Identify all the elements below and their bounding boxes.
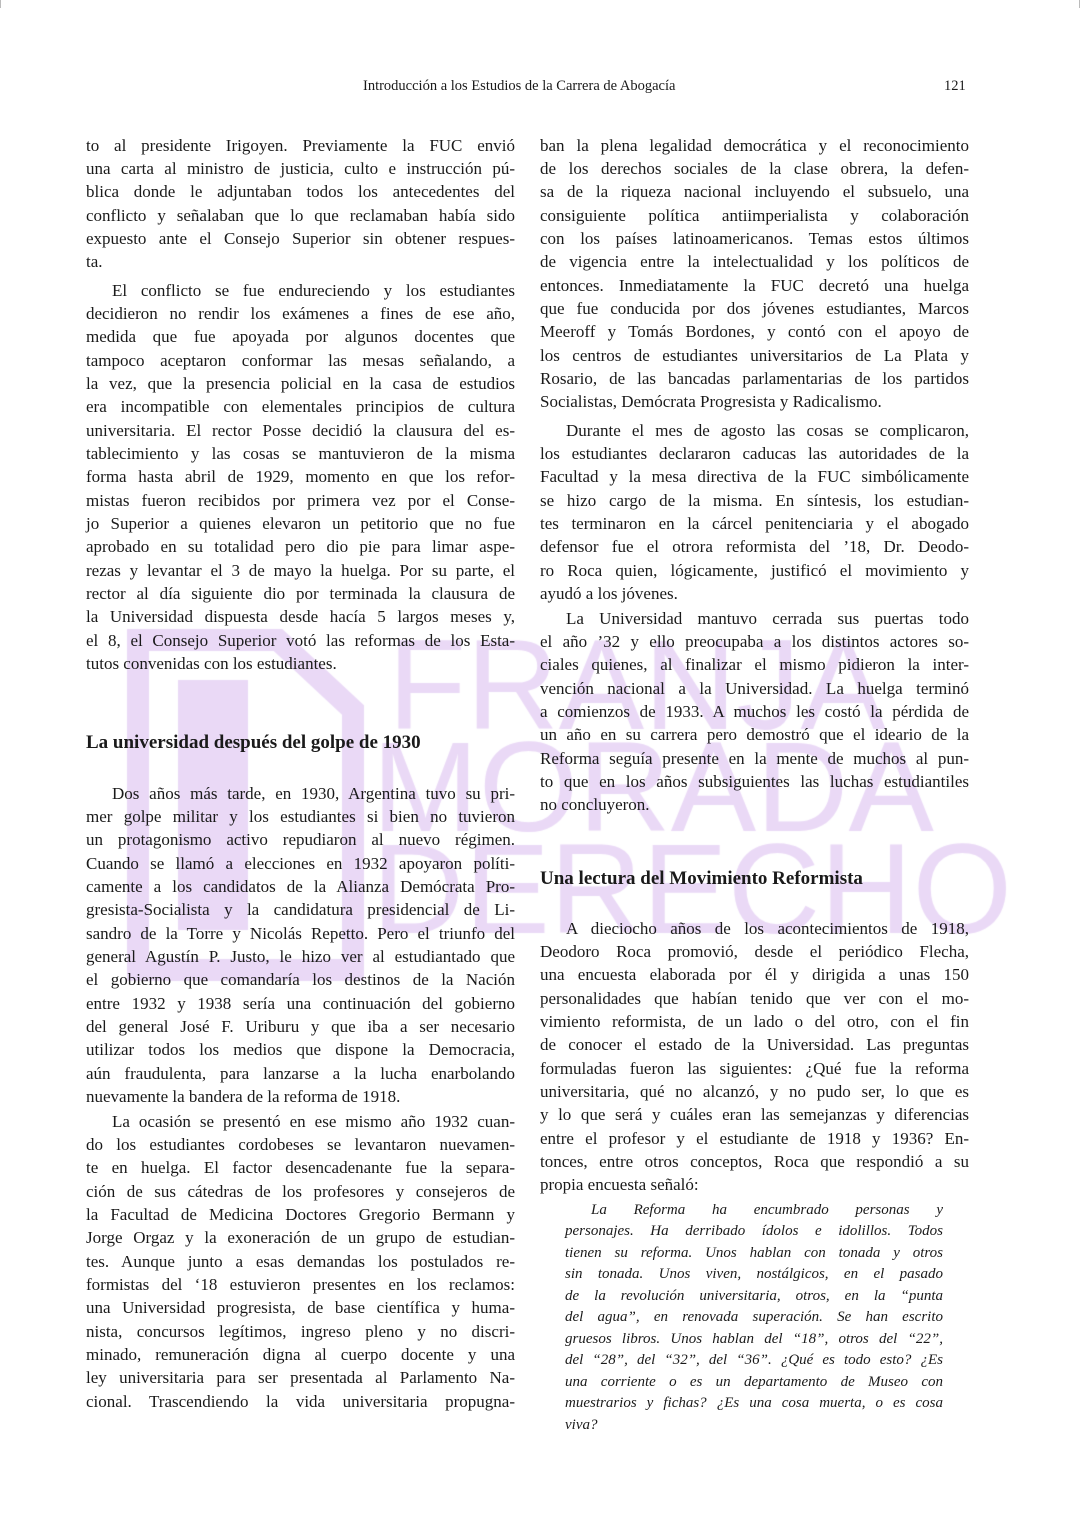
- text-line: te en huelga. El factor desencadenante fue la separa-: [86, 1158, 515, 1178]
- text-line: Dos años más tarde, en 1930, Argentina tuvo su pri-: [112, 783, 515, 803]
- text-line: el año ’32 y ello preocupaba a los distintos actores so-: [540, 631, 969, 651]
- text-line: formuladas fueron las siguientes: ¿Qué fue la reforma: [540, 1058, 969, 1078]
- text-line: la Facultad de Medicina Doctores Gregorio Bermann y: [86, 1204, 515, 1224]
- text-line: minado, remuneración digna al cuerpo docente y una: [86, 1345, 515, 1364]
- text-line: Jorge Orgaz y la exoneración de un grupo de estudian-: [86, 1228, 515, 1248]
- text-line: Rosario, de las bancadas parlamentarias de los partidos: [540, 369, 969, 388]
- quote-line: una corriente o es un departamento de Museo con: [565, 1373, 943, 1390]
- text-line: utilizar todos los medios que dispone la Democracia,: [86, 1040, 515, 1060]
- text-line: ción de sus cátedras de los profesores y consejeros de: [86, 1181, 515, 1201]
- text-line: sa de la riqueza nacional incluyendo el subsuelo, una: [540, 182, 969, 202]
- text-line: jo Superior a quienes elevaron un petitorio que no fue: [86, 514, 515, 533]
- text-line: no concluyeron.: [540, 795, 650, 815]
- text-line: Durante el mes de agosto las cosas se complicaron,: [566, 420, 969, 440]
- quote-line: personajes. Ha derribado ídolos e idolillos. Todos: [565, 1223, 943, 1239]
- text-line: universitaria, qué no alcanzó, y no pudo ser, lo que es: [540, 1081, 969, 1101]
- text-line: personalidades que habían tenido que ver con el mo-: [540, 988, 969, 1008]
- text-line: do los estudiantes cordobeses se levantaron nuevamen-: [86, 1134, 515, 1154]
- text-line: blica donde le adjuntaban todos los antecedentes del: [86, 182, 515, 202]
- quote-line: viva?: [565, 1416, 598, 1433]
- text-line: universitaria. El rector Posse decidió la clausura del es-: [86, 420, 515, 440]
- text-line: de vigencia entre la intelectualidad y los políticos de: [540, 252, 969, 272]
- text-line: que fue conducida por dos jóvenes estudiantes, Marcos: [540, 298, 969, 318]
- text-line: formistas del ‘18 estuvieron presentes en los reclamos:: [86, 1274, 515, 1294]
- text-line: ayudó a los jóvenes.: [540, 583, 678, 603]
- quote-line: La Reforma ha encumbrado personas y: [591, 1201, 943, 1218]
- text-line: y lo que será y cuáles eran las semejanzas y diferencias: [540, 1105, 969, 1125]
- text-line: general Agustín P. Justo, le hizo ver al estudiantado que: [86, 946, 515, 966]
- text-line: aprobado en su totalidad pero dio pie para limar aspe-: [86, 537, 515, 557]
- text-line: el gobierno que comandaría los destinos de la Nación: [86, 970, 515, 990]
- quote-line: tienen su reforma. Unos hablan con tonada y otros: [565, 1244, 943, 1261]
- text-line: la vez, que la presencia policial en la casa de estudios: [86, 373, 515, 393]
- text-line: ban la plena legalidad democrática y el reconocimiento: [540, 135, 969, 155]
- text-line: La ocasión se presentó en ese mismo año 1932 cuan-: [112, 1111, 515, 1131]
- quote-line: del “28”, del “32”, del “36”. ¿Qué es todo esto? ¿Es: [565, 1352, 943, 1368]
- text-line: decidieron no rendir los exámenes a fines de ese año,: [86, 303, 515, 323]
- page-number: 121: [944, 78, 966, 94]
- text-line: sandro de la Torre y Nicolás Repetto. Pero el triunfo del: [86, 923, 515, 943]
- text-line: El conflicto se fue endureciendo y los estudiantes: [112, 280, 515, 300]
- text-line: rezas y levantar el 3 de mayo la huelga. Por su parte, el: [86, 560, 515, 580]
- text-line: ta.: [86, 252, 103, 272]
- text-line: nuevamente la bandera de la reforma de 1918.: [86, 1087, 401, 1107]
- text-line: to que en los años subsiguientes las luchas estudiantiles: [540, 771, 969, 791]
- quote-line: gruesos libros. Unos hablan del “18”, otros del “22”,: [565, 1330, 943, 1347]
- text-line: vención nacional a la Universidad. La huelga terminó: [540, 678, 969, 698]
- text-line: La Universidad mantuvo cerrada sus puertas todo: [566, 608, 969, 628]
- text-line: entonces. Inmediatamente la FUC decretó una huelga: [540, 275, 969, 295]
- text-line: camente a los candidatos de la Alianza Demócrata Pro-: [86, 876, 515, 896]
- text-line: expuesto ante el Consejo Superior sin obtener respues-: [86, 228, 515, 248]
- text-line: to al presidente Irigoyen. Previamente la FUC envió: [86, 135, 515, 155]
- quote-line: de la revolución universitaria, otros, en la “punta: [565, 1287, 943, 1304]
- section-heading: La universidad después del golpe de 1930: [86, 732, 421, 753]
- text-line: los estudiantes declararon caducas las autoridades de la: [540, 443, 969, 463]
- text-line: ro Roca quien, lógicamente, justificó el movimiento y: [540, 560, 969, 580]
- text-line: tes terminaron en la cárcel penitenciaria y el abogado: [540, 513, 969, 533]
- text-line: rector al día siguiente dio por terminada la clausura de: [86, 584, 515, 604]
- section-heading: Una lectura del Movimiento Reformista: [540, 868, 863, 889]
- text-line: una carta al ministro de justicia, culto e instrucción pú-: [86, 158, 515, 178]
- text-line: Deodoro Roca promovió, desde el periódico Flecha,: [540, 941, 969, 961]
- text-line: la Universidad dispuesta desde hacía 5 largos meses y,: [86, 607, 515, 627]
- text-line: Facultad y la mesa directiva de la FUC simbólicamente: [540, 467, 969, 487]
- text-line: entre 1932 y 1938 sería una continuación del gobierno: [86, 993, 515, 1013]
- text-line: forma hasta abril de 1929, momento en que los refor-: [86, 467, 515, 487]
- text-line: un año en su carrera pero demostró que el ideario de la: [540, 725, 969, 745]
- text-line: Cuando se llamó a elecciones en 1932 apoyaron políti-: [86, 853, 515, 873]
- quote-line: muestrarios y fichas? ¿Es una cosa muerta, o es cosa: [565, 1395, 943, 1411]
- text-line: a comienzos de 1933. A muchos les costó la pérdida de: [540, 701, 969, 721]
- text-line: mistas fueron recibidos por primera vez por el Conse-: [86, 490, 515, 510]
- text-line: los centros de estudiantes universitarios de La Plata y: [540, 345, 969, 365]
- text-line: un protagonismo activo repudiaron al nuevo régimen.: [86, 830, 515, 850]
- text-line: era incompatible con elementales principios de cultura: [86, 397, 515, 417]
- text-line: una encuesta elaborada por él y dirigida a unas 150: [540, 965, 969, 985]
- text-line: tonces, entre otros conceptos, Roca que respondió a su: [540, 1152, 969, 1171]
- text-line: defensor fue el otrora reformista del ’18, Dr. Deodo-: [540, 537, 969, 557]
- text-line: el 8, el Consejo Superior votó las reformas de los Esta-: [86, 630, 515, 650]
- text-line: vimiento reformista, de un lado o del otro, con el fin: [540, 1011, 969, 1031]
- text-line: medida que fue apoyada por algunos docentes que: [86, 327, 515, 347]
- text-line: gresista-Socialista y la candidatura presidencial de Li-: [86, 900, 515, 920]
- text-line: ciales quienes, al finalizar el mismo pidieron la inter-: [540, 655, 969, 675]
- text-line: cional. Trascendiendo la vida universitaria propugna-: [86, 1391, 515, 1411]
- text-line: tampoco aceptaron conformar las mesas señalando, a: [86, 350, 515, 370]
- text-line: nista, concursos legítimos, ingreso pleno y no discri-: [86, 1321, 515, 1341]
- text-line: tablecimiento y las cosas se mantuvieron de la misma: [86, 443, 515, 463]
- text-line: propia encuesta señaló:: [540, 1175, 699, 1195]
- text-line: de los derechos sociales de la clase obrera, la defen-: [540, 158, 969, 178]
- running-header-title: Introducción a los Estudios de la Carrera de Abogacía: [363, 78, 676, 94]
- text-line: Meeroff y Tomás Bordones, y contó con el apoyo de: [540, 322, 969, 342]
- text-line: entre el profesor y el estudiante de 1918 y 1936? En-: [540, 1128, 969, 1148]
- quote-line: del agua”, en renovada superación. Se han escrito: [565, 1309, 943, 1325]
- text-line: Reforma seguía presente en la mente de muchos al pun-: [540, 748, 969, 768]
- text-line: se hizo cargo de la misma. En síntesis, los estudian-: [540, 490, 969, 510]
- quote-line: sin tonada. Unos viven, nostálgicos, en el pasado: [565, 1266, 943, 1282]
- text-line: mer golpe militar y los estudiantes si bien no tuvieron: [86, 806, 515, 826]
- text-line: ley universitaria para ser presentada al Parlamento Na-: [86, 1368, 515, 1388]
- text-line: tutos convenidas con los estudiantes.: [86, 654, 337, 674]
- text-line: con los países latinoamericanos. Temas estos últimos: [540, 228, 969, 248]
- text-line: conflicto y señalaban que lo que reclamaban había sido: [86, 205, 515, 225]
- text-line: aún fraudulenta, para lanzarse a la lucha enarbolando: [86, 1063, 515, 1083]
- text-line: consiguiente política antiimperialista y colaboración: [540, 205, 969, 225]
- text-line: tes. Aunque junto a esas demandas los postulados re-: [86, 1251, 515, 1271]
- text-line: una Universidad progresista, de base científica y huma-: [86, 1298, 515, 1318]
- text-line: del general José F. Uriburu y que iba a ser necesario: [86, 1017, 515, 1036]
- text-line: A dieciocho años de los acontecimientos de 1918,: [566, 918, 969, 938]
- text-line: de conocer el estado de la Universidad. Las preguntas: [540, 1035, 969, 1055]
- text-line: Socialistas, Demócrata Progresista y Radicalismo.: [540, 392, 882, 412]
